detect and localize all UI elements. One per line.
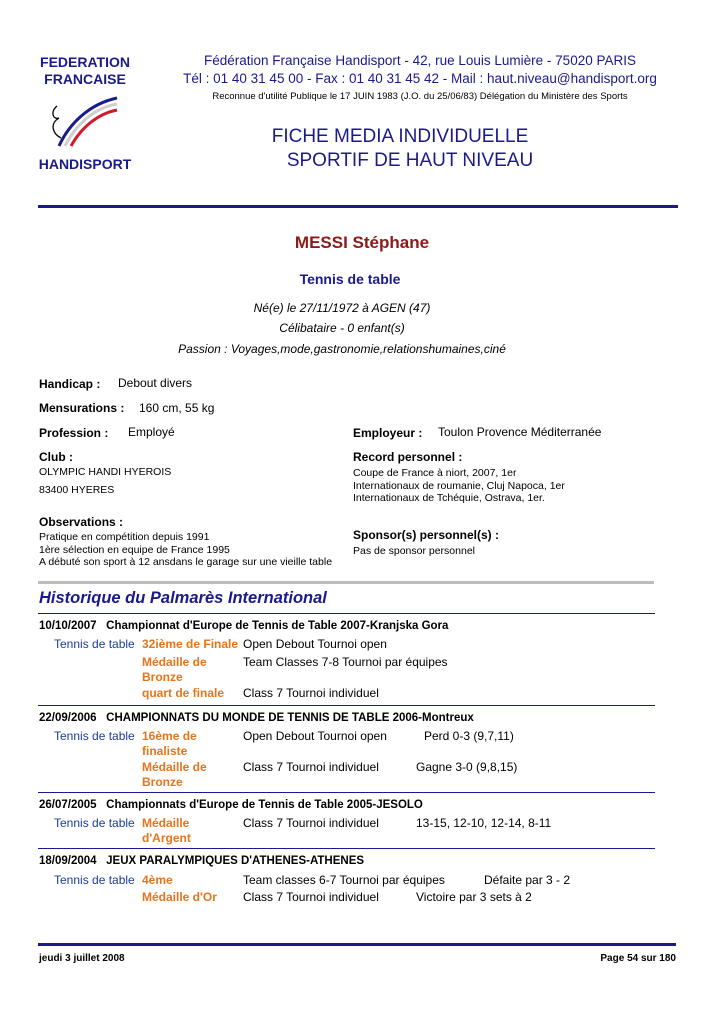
header-address: Fédération Française Handisport - 42, rue Louis Lumière - 75020 PARIS xyxy=(204,53,636,68)
result-rank: Médaille de Bronze xyxy=(142,760,207,789)
result-event: Class 7 Tournoi individuel xyxy=(243,686,379,700)
result-event: Open Debout Tournoi open xyxy=(243,729,387,743)
result-rank: 32ième de Finale xyxy=(142,637,239,651)
record-label: Record personnel : xyxy=(353,450,463,464)
section-divider xyxy=(38,581,654,584)
logo-graphic xyxy=(45,94,120,152)
result-score: Défaite par 3 - 2 xyxy=(484,873,571,887)
competition-rule xyxy=(38,792,655,793)
result-event: Class 7 Tournoi individuel xyxy=(243,816,379,830)
competition-name: Championnats d'Europe de Tennis de Table 2005-JESOLO xyxy=(106,799,423,811)
record-item: Internationaux de roumanie, Cluj Napoca, 1er xyxy=(353,479,565,492)
record-item: Internationaux de Tchéquie, Ostrava, 1er. xyxy=(353,492,545,504)
competition-date: 22/09/2006 xyxy=(39,712,97,724)
observations-list xyxy=(39,531,332,569)
observations-label: Observations : xyxy=(39,515,124,529)
club-line2: 83400 HYERES xyxy=(39,484,115,496)
header-divider xyxy=(38,205,678,208)
observation-item: Pratique en compétition depuis 1991 xyxy=(39,531,210,543)
logo-title xyxy=(30,54,140,88)
logo-line1: FEDERATION xyxy=(40,54,130,70)
competition-header xyxy=(39,620,448,632)
result-sport: Tennis de table xyxy=(54,729,135,743)
record-item: Coupe de France à niort, 2007, 1er xyxy=(353,467,517,479)
employeur-label: Employeur : xyxy=(353,426,423,440)
athlete-birth: Né(e) le 27/11/1972 à AGEN (47) xyxy=(253,301,431,315)
result-score: Victoire par 3 sets à 2 xyxy=(416,890,532,904)
result-rank: Médaille d'Argent xyxy=(142,816,191,845)
header-contact: Tél : 01 40 31 45 00 - Fax : 01 40 31 45 42 - Mail : haut.niveau@handisport.org xyxy=(183,71,657,86)
mensurations-label: Mensurations : xyxy=(39,401,125,415)
employeur-value: Toulon Provence Méditerranée xyxy=(438,425,602,439)
competition-date: 26/07/2005 xyxy=(39,799,97,811)
result-rank: Médaille de Bronze xyxy=(142,655,207,684)
header-recognition: Reconnue d'utilité Publique le 17 JUIN 1983 (J.O. du 25/06/83) Délégation du Ministère des Sports xyxy=(212,91,628,102)
mensurations-value: 160 cm, 55 kg xyxy=(139,401,215,415)
result-event: Team classes 6-7 Tournoi par équipes xyxy=(243,873,445,887)
profession-label: Profession : xyxy=(39,426,109,440)
athlete-family: Célibataire - 0 enfant(s) xyxy=(279,321,405,335)
result-event: Team Classes 7-8 Tournoi par équipes xyxy=(243,655,448,669)
result-score: Perd 0-3 (9,7,11) xyxy=(424,729,514,743)
handicap-label: Handicap : xyxy=(39,377,101,391)
athlete-passion: Passion : Voyages,mode,gastronomie,relationshumaines,ciné xyxy=(178,342,506,356)
result-event: Open Debout Tournoi open xyxy=(243,637,387,651)
result-rank: 4ème xyxy=(142,873,173,887)
palmares-title-rule xyxy=(38,613,655,614)
logo-line3: HANDISPORT xyxy=(38,156,132,172)
sponsor-value: Pas de sponsor personnel xyxy=(353,545,475,557)
club-label: Club : xyxy=(39,450,73,464)
result-rank: Médaille d'Or xyxy=(142,890,217,904)
sponsor-label: Sponsor(s) personnel(s) : xyxy=(353,528,500,542)
result-sport: Tennis de table xyxy=(54,873,135,887)
athlete-name: MESSI Stéphane xyxy=(294,233,430,252)
footer-date: jeudi 3 juillet 2008 xyxy=(39,953,125,964)
competition-name: JEUX PARALYMPIQUES D'ATHENES-ATHENES xyxy=(106,855,365,867)
observation-item: 1ère sélection en equipe de France 1995 xyxy=(39,543,230,556)
competition-header xyxy=(39,799,423,811)
logo-line2: FRANCAISE xyxy=(44,71,126,87)
footer-page: Page 54 sur 180 xyxy=(600,953,676,964)
result-sport: Tennis de table xyxy=(54,816,135,830)
result-rank: 16ème de finaliste xyxy=(142,729,197,758)
competition-name: Championnat d'Europe de Tennis de Table 2007-Kranjska Gora xyxy=(106,620,449,632)
result-rank: quart de finale xyxy=(142,686,225,700)
page-title-line1: FICHE MEDIA INDIVIDUELLE xyxy=(271,126,529,147)
result-sport: Tennis de table xyxy=(54,637,135,651)
palmares-title: Historique du Palmarès International xyxy=(39,589,327,607)
page-title-line2: SPORTIF DE HAUT NIVEAU xyxy=(286,150,534,171)
result-score: Gagne 3-0 (9,8,15) xyxy=(416,760,518,774)
competition-date: 18/09/2004 xyxy=(39,855,97,867)
result-event: Class 7 Tournoi individuel xyxy=(243,760,379,774)
result-score: 13-15, 12-10, 12-14, 8-11 xyxy=(416,816,552,830)
club-line1: OLYMPIC HANDI HYEROIS xyxy=(39,466,172,478)
observation-item: A débuté son sport à 12 ansdans le garage sur une vieille table xyxy=(39,556,333,568)
athlete-sport: Tennis de table xyxy=(299,271,401,287)
competition-header xyxy=(39,712,474,724)
result-event: Class 7 Tournoi individuel xyxy=(243,890,379,904)
competition-rule xyxy=(38,705,655,706)
competition-name: CHAMPIONNATS DU MONDE DE TENNIS DE TABLE 2006-Montreux xyxy=(106,712,474,724)
competition-header xyxy=(39,855,364,867)
footer-divider xyxy=(38,943,676,946)
competition-date: 10/10/2007 xyxy=(39,620,97,632)
record-list xyxy=(353,467,565,505)
profession-value: Employé xyxy=(128,425,175,439)
handicap-value: Debout divers xyxy=(118,376,193,390)
competition-rule xyxy=(38,848,655,849)
